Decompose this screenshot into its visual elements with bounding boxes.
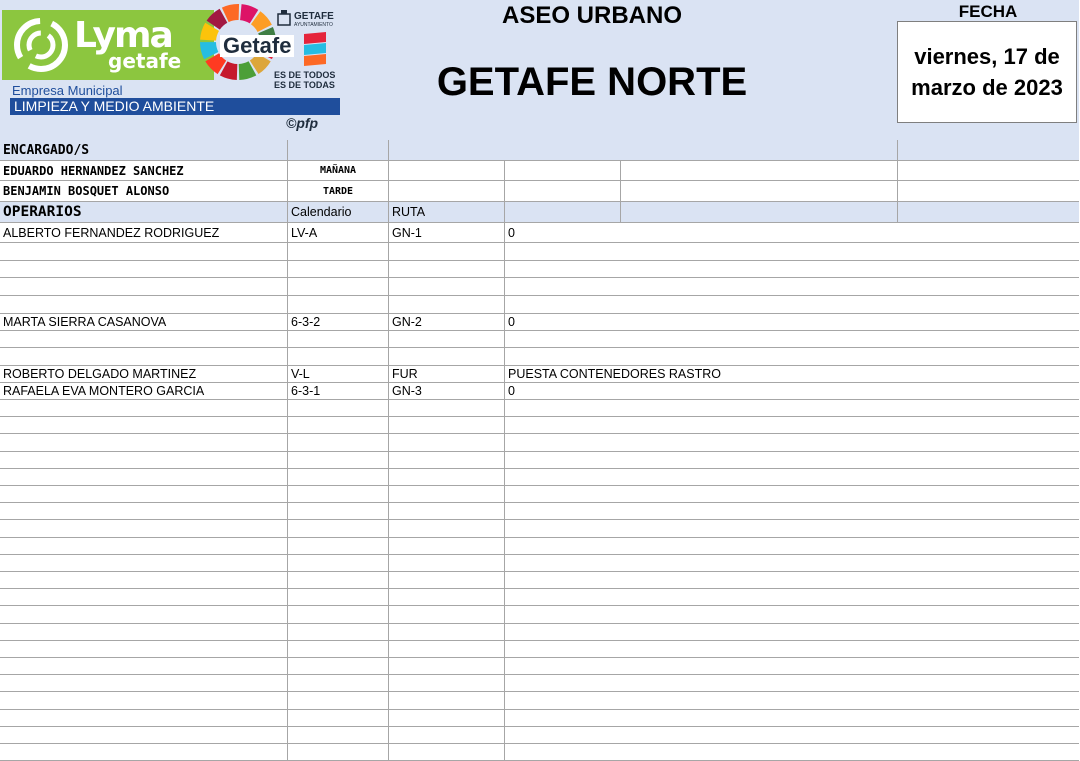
operarios-header-row	[0, 202, 1079, 223]
table-row	[0, 710, 1079, 727]
operario-ruta[interactable]: GN-1	[389, 223, 505, 242]
cell[interactable]	[505, 675, 1079, 691]
cell[interactable]	[505, 400, 1079, 416]
tagline-bar: LIMPIEZA Y MEDIO AMBIENTE	[10, 98, 340, 115]
cell[interactable]	[389, 140, 898, 160]
table-row	[0, 744, 1079, 761]
operario-calendario[interactable]: V-L	[288, 366, 389, 382]
table-row	[0, 606, 1079, 623]
cell[interactable]	[505, 417, 1079, 433]
cell[interactable]	[505, 181, 621, 201]
table-row	[0, 434, 1079, 451]
operario-ruta[interactable]: GN-2	[389, 314, 505, 330]
cell[interactable]	[288, 486, 389, 502]
cell[interactable]	[0, 658, 288, 674]
table-row	[0, 486, 1079, 503]
operario-nota[interactable]	[505, 278, 1079, 295]
cell[interactable]	[389, 606, 505, 622]
cell[interactable]	[505, 469, 1079, 485]
coat-of-arms-icon	[277, 10, 291, 26]
getafe-badge-text: Getafe	[220, 35, 294, 57]
operario-calendario[interactable]	[288, 261, 389, 277]
cell[interactable]	[898, 140, 1079, 160]
operario-nota[interactable]: 0	[508, 225, 515, 240]
lyma-brand-sub: getafe	[108, 49, 182, 73]
empresa-label: Empresa Municipal	[12, 83, 123, 98]
cell[interactable]	[0, 727, 288, 743]
cell[interactable]	[505, 538, 1079, 554]
encargado-row	[0, 161, 1079, 181]
fecha-value[interactable]: viernes, 17 de marzo de 2023	[897, 21, 1077, 123]
cell[interactable]	[621, 161, 898, 180]
table-row	[0, 366, 1079, 383]
operario-nota[interactable]: 0	[508, 315, 515, 329]
operario-nota[interactable]: PUESTA CONTENEDORES RASTRO	[508, 367, 721, 381]
operario-name[interactable]: MARTA SIERRA CASANOVA	[0, 314, 288, 330]
cell[interactable]	[898, 202, 1079, 222]
cell[interactable]	[505, 503, 1079, 519]
cell[interactable]	[288, 624, 389, 640]
cell[interactable]	[505, 589, 1079, 605]
cell[interactable]	[389, 572, 505, 588]
encargado-name[interactable]: BENJAMIN BOSQUET ALONSO	[0, 181, 288, 201]
cell[interactable]	[621, 202, 898, 222]
encargado-shift[interactable]: MAÑANA	[288, 161, 389, 180]
cell[interactable]	[0, 641, 288, 657]
cell[interactable]	[505, 641, 1079, 657]
operario-calendario[interactable]	[288, 348, 389, 365]
cell[interactable]	[505, 452, 1079, 468]
flag-stripes-icon	[304, 32, 326, 68]
operario-calendario[interactable]	[288, 278, 389, 295]
table-row	[0, 555, 1079, 572]
operario-ruta[interactable]	[389, 331, 505, 347]
operario-name[interactable]: ROBERTO DELGADO MARTINEZ	[0, 366, 288, 382]
operario-ruta[interactable]: FUR	[389, 366, 505, 382]
cell[interactable]	[505, 555, 1079, 571]
table-row	[0, 572, 1079, 589]
table-row	[0, 727, 1079, 744]
ayuntamiento-label: AYUNTAMIENTO	[294, 22, 333, 28]
operario-ruta[interactable]	[389, 278, 505, 295]
cell[interactable]	[389, 469, 505, 485]
cell[interactable]	[389, 692, 505, 708]
cell[interactable]	[288, 400, 389, 416]
table-row	[0, 296, 1079, 314]
cell[interactable]	[389, 400, 505, 416]
cell[interactable]	[288, 727, 389, 743]
operario-name[interactable]	[0, 296, 288, 313]
cell[interactable]	[0, 400, 288, 416]
cell[interactable]	[0, 538, 288, 554]
operario-name[interactable]	[0, 278, 288, 295]
operarios-label[interactable]: OPERARIOS	[0, 202, 288, 222]
table-row	[0, 278, 1079, 296]
cell[interactable]	[288, 744, 389, 760]
operario-calendario[interactable]	[288, 296, 389, 313]
cell[interactable]	[505, 486, 1079, 502]
cell[interactable]	[389, 641, 505, 657]
lyma-brand-text: Lyma	[74, 15, 172, 56]
table-row	[0, 658, 1079, 675]
encargado-row	[0, 181, 1079, 202]
cell[interactable]	[505, 434, 1079, 450]
cell[interactable]	[621, 181, 898, 201]
cell[interactable]	[389, 434, 505, 450]
operario-calendario[interactable]	[288, 331, 389, 347]
cell[interactable]	[288, 606, 389, 622]
col-ruta-header[interactable]: RUTA	[389, 202, 505, 222]
operario-name[interactable]	[0, 348, 288, 365]
cell[interactable]	[0, 417, 288, 433]
cell[interactable]	[288, 710, 389, 726]
cell[interactable]	[288, 434, 389, 450]
slogan: ES DE TODOS ES DE TODAS	[274, 70, 336, 90]
operario-ruta[interactable]: GN-3	[389, 383, 505, 399]
table-row	[0, 641, 1079, 658]
cell[interactable]	[505, 744, 1079, 760]
cell[interactable]	[898, 161, 1079, 180]
table-row	[0, 417, 1079, 434]
cell[interactable]	[505, 520, 1079, 536]
cell[interactable]	[389, 486, 505, 502]
table-row	[0, 538, 1079, 555]
cell[interactable]	[505, 658, 1079, 674]
cell[interactable]	[0, 486, 288, 502]
cell[interactable]	[389, 161, 505, 180]
cell[interactable]	[0, 434, 288, 450]
cell[interactable]	[389, 658, 505, 674]
table-row	[0, 469, 1079, 486]
ayuntamiento-name: GETAFE	[294, 11, 334, 22]
cell[interactable]	[288, 452, 389, 468]
operario-ruta[interactable]	[389, 296, 505, 313]
cell[interactable]	[288, 520, 389, 536]
cell[interactable]	[389, 710, 505, 726]
operario-name[interactable]: RAFAELA EVA MONTERO GARCIA	[0, 383, 288, 399]
cell[interactable]	[0, 572, 288, 588]
lyma-getafe-logo	[2, 2, 340, 114]
cell[interactable]	[288, 692, 389, 708]
encargados-header-row	[0, 140, 1079, 161]
cell[interactable]	[389, 675, 505, 691]
operario-calendario[interactable]: 6-3-1	[288, 383, 389, 399]
operario-nota[interactable]	[505, 296, 1079, 313]
cell[interactable]	[288, 538, 389, 554]
cell[interactable]	[0, 589, 288, 605]
operario-ruta[interactable]	[389, 348, 505, 365]
cell[interactable]	[0, 555, 288, 571]
cell[interactable]	[505, 727, 1079, 743]
cell[interactable]	[505, 606, 1079, 622]
cell[interactable]	[288, 469, 389, 485]
cell[interactable]	[0, 710, 288, 726]
cell[interactable]	[898, 181, 1079, 201]
cell[interactable]	[288, 572, 389, 588]
cell[interactable]	[505, 624, 1079, 640]
cell[interactable]	[288, 140, 389, 160]
cell[interactable]	[505, 161, 621, 180]
cell[interactable]	[288, 555, 389, 571]
encargado-shift[interactable]: TARDE	[288, 181, 389, 201]
table-row	[0, 675, 1079, 692]
cell[interactable]	[389, 624, 505, 640]
col-calendario-header[interactable]: Calendario	[288, 202, 389, 222]
cell[interactable]	[0, 469, 288, 485]
encargados-label[interactable]: ENCARGADO/S	[0, 140, 288, 160]
operario-name[interactable]	[0, 243, 288, 260]
cell[interactable]	[389, 538, 505, 554]
operario-nota[interactable]: 0	[508, 384, 515, 398]
table-row	[0, 692, 1079, 709]
table-row	[0, 314, 1079, 331]
cell[interactable]	[288, 658, 389, 674]
operario-name[interactable]: ALBERTO FERNANDEZ RODRIGUEZ	[0, 223, 288, 242]
cell[interactable]	[0, 624, 288, 640]
table-row	[0, 261, 1079, 278]
cell[interactable]	[288, 417, 389, 433]
table-row	[0, 452, 1079, 469]
cell[interactable]	[288, 503, 389, 519]
lyma-swirl-icon	[12, 16, 70, 74]
cell[interactable]	[389, 181, 505, 201]
operario-ruta[interactable]	[389, 261, 505, 277]
table-row	[0, 348, 1079, 366]
operario-nota[interactable]	[505, 261, 1079, 277]
table-row	[0, 520, 1079, 537]
operario-name[interactable]	[0, 261, 288, 277]
table-row	[0, 383, 1079, 400]
cell[interactable]	[0, 520, 288, 536]
cell[interactable]	[389, 744, 505, 760]
encargado-name[interactable]: EDUARDO HERNANDEZ SANCHEZ	[0, 161, 288, 180]
operario-calendario[interactable]: LV-A	[288, 223, 389, 242]
cell[interactable]	[389, 520, 505, 536]
table-row	[0, 624, 1079, 641]
report-header	[0, 0, 1079, 141]
cell[interactable]	[389, 555, 505, 571]
table-row	[0, 589, 1079, 606]
cell[interactable]	[288, 675, 389, 691]
cell[interactable]	[389, 503, 505, 519]
cell[interactable]	[288, 589, 389, 605]
table-row	[0, 243, 1079, 261]
table-row	[0, 331, 1079, 348]
cell[interactable]	[389, 452, 505, 468]
cell[interactable]	[0, 606, 288, 622]
cell[interactable]	[505, 692, 1079, 708]
cell[interactable]	[0, 503, 288, 519]
report-title: ASEO URBANO	[501, 2, 682, 29]
cell[interactable]	[0, 744, 288, 760]
cell[interactable]	[389, 727, 505, 743]
zone-title: GETAFE NORTE	[436, 60, 748, 104]
operario-calendario[interactable]: 6-3-2	[288, 314, 389, 330]
cell[interactable]	[288, 641, 389, 657]
cell[interactable]	[0, 675, 288, 691]
operario-nota[interactable]	[505, 243, 1079, 260]
copyright-mark: ©pfp	[286, 115, 319, 131]
fecha-label: FECHA	[958, 2, 1018, 21]
table-row	[0, 223, 1079, 243]
cell[interactable]	[389, 589, 505, 605]
cell[interactable]	[389, 417, 505, 433]
table-row	[0, 503, 1079, 520]
cell[interactable]	[505, 202, 621, 222]
operario-name[interactable]	[0, 331, 288, 347]
operario-nota[interactable]	[505, 331, 1079, 347]
table-row	[0, 400, 1079, 417]
operario-nota[interactable]	[505, 348, 1079, 365]
cell[interactable]	[505, 710, 1079, 726]
operario-ruta[interactable]	[389, 243, 505, 260]
cell[interactable]	[505, 572, 1079, 588]
operario-calendario[interactable]	[288, 243, 389, 260]
cell[interactable]	[0, 452, 288, 468]
cell[interactable]	[0, 692, 288, 708]
